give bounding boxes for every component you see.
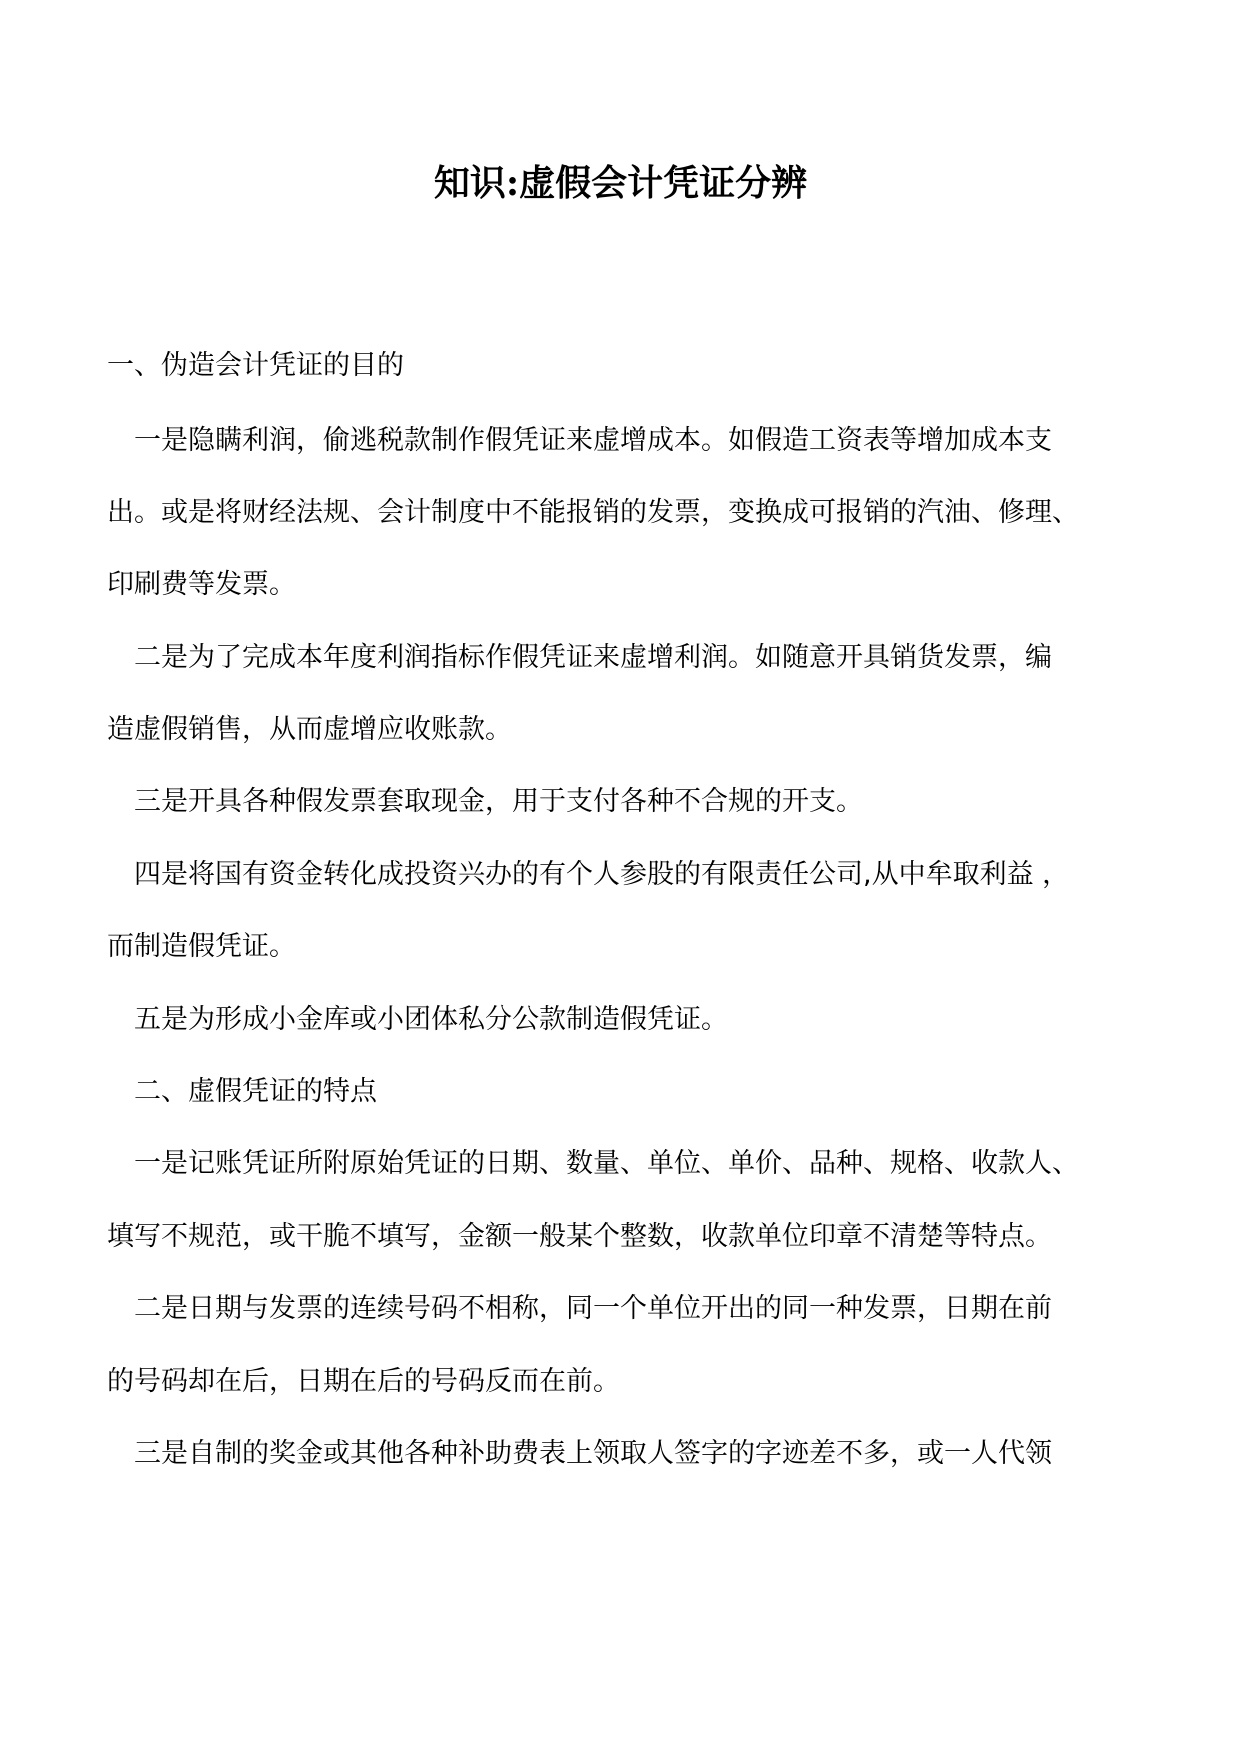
paragraph-line: 而制造假凭证。 (107, 931, 296, 962)
paragraph-line: 一是记账凭证所附原始凭证的日期、数量、单位、单价、品种、规格、收款人、 (134, 1148, 1079, 1179)
paragraph-line: 四是将国有资金转化成投资兴办的有个人参股的有限责任公司,从中牟取利益 ， (134, 859, 1070, 890)
section-heading-1: 一、伪造会计凭证的目的 (107, 350, 404, 381)
paragraph-line: 造虚假销售，从而虚增应收账款。 (107, 714, 512, 745)
paragraph-line: 二是日期与发票的连续号码不相称，同一个单位开出的同一种发票，日期在前 (134, 1293, 1052, 1324)
document-title: 知识:虚假会计凭证分辨 (433, 162, 808, 204)
paragraph-line: 的号码却在后，日期在后的号码反而在前。 (107, 1366, 620, 1397)
paragraph-line: 印刷费等发票。 (107, 569, 296, 600)
paragraph-line: 三是开具各种假发票套取现金，用于支付各种不合规的开支。 (134, 786, 863, 817)
paragraph-line: 一是隐瞒利润，偷逃税款制作假凭证来虚增成本。如假造工资表等增加成本支 (134, 425, 1052, 456)
section-heading-2: 二、虚假凭证的特点 (134, 1076, 377, 1107)
paragraph-line: 填写不规范，或干脆不填写，金额一般某个整数，收款单位印章不清楚等特点。 (107, 1221, 1052, 1252)
paragraph-line: 出。或是将财经法规、会计制度中不能报销的发票，变换成可报销的汽油、修理、 (107, 497, 1079, 528)
paragraph-line: 五是为形成小金库或小团体私分公款制造假凭证。 (134, 1004, 728, 1035)
paragraph-line: 二是为了完成本年度利润指标作假凭证来虚增利润。如随意开具销货发票，编 (134, 642, 1052, 673)
paragraph-line: 三是自制的奖金或其他各种补助费表上领取人签字的字迹差不多，或一人代领 (134, 1438, 1052, 1469)
